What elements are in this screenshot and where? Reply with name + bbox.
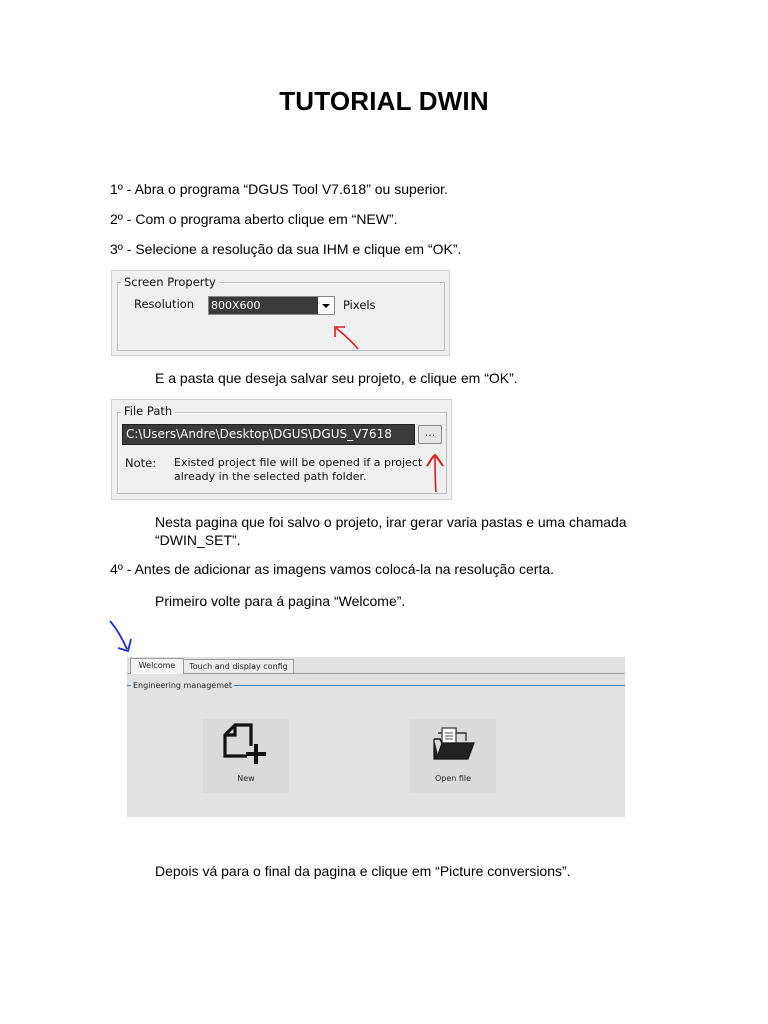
section-label: Engineering managemet [133,681,233,690]
note-label: Note: [125,456,157,470]
browse-button[interactable]: ... [418,425,442,444]
welcome-note-text: Primeiro volte para á pagina “Welcome”. [155,593,406,609]
step-3-text: 3º - Selecione a resolução da sua IHM e clique em “OK”. [110,241,462,257]
new-file-icon [221,722,271,766]
screen-property-label: Screen Property [121,275,219,289]
file-path-screenshot [111,399,452,500]
file-path-input[interactable]: C:\Users\Andre\Desktop\DGUS\DGUS_V7618 [122,424,415,445]
screen-property-screenshot [111,270,450,356]
tab-touch-display-config[interactable]: Touch and display config [183,659,294,673]
note-text-line-2: already in the selected path folder. [174,470,367,483]
blue-arrow-annotation-icon [106,618,136,654]
open-folder-icon [432,727,476,763]
screen-property-groupbox [117,282,445,351]
step-2-text: 2º - Com o programa aberto clique em “NEW”. [110,211,398,227]
red-arrow-annotation-icon [330,321,362,353]
tab-welcome[interactable]: Welcome [130,658,184,674]
step-1-text: 1º - Abra o programa “DGUS Tool V7.618” ou superior. [110,181,448,197]
open-file-label: Open file [434,774,472,783]
resolution-label: Resolution [134,297,195,311]
folder-note-text: E a pasta que deseja salvar seu projeto, e clique em “OK”. [155,370,518,386]
saved-note-text: Nesta pagina que foi salvo o projeto, irar gerar varia pastas e uma chamada “DWIN_SET”. [155,514,627,548]
page-title: TUTORIAL DWIN [279,86,489,116]
welcome-screenshot [127,657,625,817]
chevron-down-icon[interactable] [322,304,330,308]
open-file-tile[interactable] [410,719,496,793]
new-project-tile[interactable] [203,719,289,793]
file-path-label: File Path [121,404,175,418]
step-4-text: 4º - Antes de adicionar as imagens vamos colocá-la na resolução certa. [110,561,555,577]
resolution-select[interactable] [208,296,335,315]
note-text-line-1: Existed project file will be opened if a project [174,456,423,469]
final-note-text: Depois vá para o final da pagina e clique em “Picture conversions”. [155,863,571,879]
new-label: New [237,774,255,783]
resolution-value: 800X600 [209,297,318,314]
red-arrow-annotation-icon [424,452,446,494]
pixels-label: Pixels [343,298,376,312]
